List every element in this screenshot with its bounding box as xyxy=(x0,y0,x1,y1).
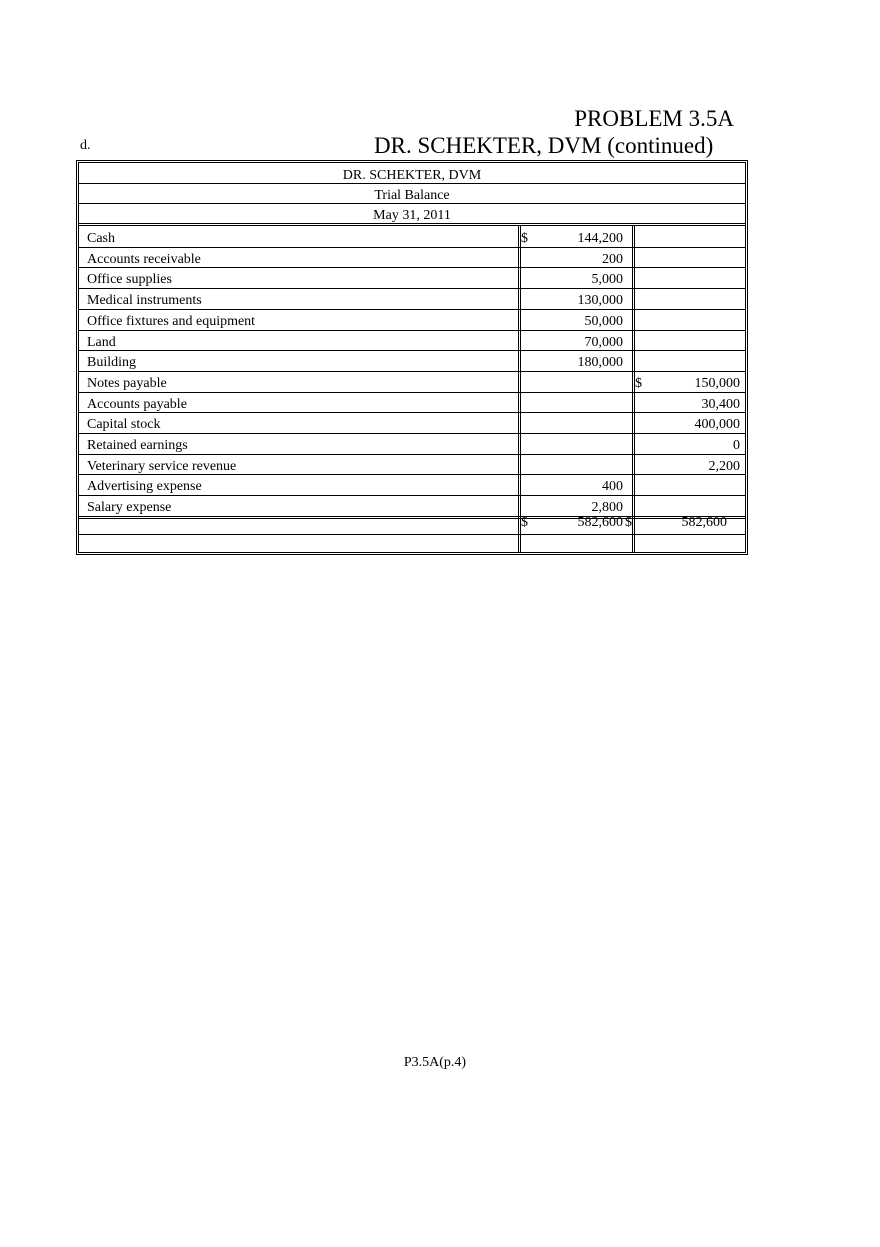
credit-amount: 400,000 xyxy=(694,417,740,433)
row-divider xyxy=(79,454,745,455)
account-name: Advertising expense xyxy=(87,479,202,495)
credit-amount: 2,200 xyxy=(708,458,740,474)
credit-amount: 0 xyxy=(733,438,740,453)
account-name: Land xyxy=(87,334,116,350)
row-divider xyxy=(79,412,745,413)
row-divider xyxy=(79,534,745,535)
statement-date: May 31, 2011 xyxy=(373,208,451,223)
account-name: Office fixtures and equipment xyxy=(87,313,256,329)
row-divider xyxy=(79,474,745,475)
debit-amount: 50,000 xyxy=(584,313,623,329)
header-divider xyxy=(79,203,745,204)
total-debit: 582,600 xyxy=(577,515,623,530)
debit-amount: 400 xyxy=(602,479,623,495)
debit-amount: 144,200 xyxy=(577,231,623,246)
row-divider xyxy=(79,247,745,248)
row-divider xyxy=(79,350,745,351)
debit-dollar-sign: $ xyxy=(521,231,528,246)
account-name: Accounts receivable xyxy=(87,251,201,267)
account-name: Retained earnings xyxy=(87,438,188,453)
row-divider xyxy=(79,433,745,434)
row-divider xyxy=(79,495,745,496)
row-divider xyxy=(79,392,745,393)
part-label: d. xyxy=(80,138,91,153)
debit-amount: 70,000 xyxy=(584,334,623,350)
debit-amount: 200 xyxy=(602,251,623,267)
account-name: Accounts payable xyxy=(87,396,187,412)
column-divider xyxy=(518,225,521,552)
account-name: Office supplies xyxy=(87,272,172,288)
row-divider xyxy=(79,330,745,331)
total-credit-dollar-sign: $ xyxy=(625,515,632,530)
header-divider xyxy=(79,223,745,226)
page-footer: P3.5A(p.4) xyxy=(403,1055,467,1070)
credit-amount: 30,400 xyxy=(701,396,740,412)
credit-dollar-sign: $ xyxy=(635,375,642,391)
account-name: Veterinary service revenue xyxy=(87,458,237,474)
account-name: Building xyxy=(87,355,137,371)
account-name: Cash xyxy=(87,231,115,246)
debit-amount: 2,800 xyxy=(591,500,623,516)
total-debit-dollar-sign: $ xyxy=(521,515,528,530)
account-name: Salary expense xyxy=(87,500,172,516)
statement-title: Trial Balance xyxy=(374,188,450,203)
row-divider xyxy=(79,267,745,268)
trial-balance-table xyxy=(76,160,748,555)
total-credit: 582,600 xyxy=(681,515,727,530)
debit-amount: 180,000 xyxy=(577,355,623,371)
row-divider xyxy=(79,288,745,289)
account-name: Capital stock xyxy=(87,417,161,433)
header-divider xyxy=(79,183,745,184)
account-name: Notes payable xyxy=(87,375,167,391)
debit-amount: 5,000 xyxy=(591,272,623,288)
row-divider xyxy=(79,371,745,372)
debit-amount: 130,000 xyxy=(577,293,623,309)
company-heading: DR. SCHEKTER, DVM (continued) xyxy=(374,133,714,158)
row-divider xyxy=(79,309,745,310)
problem-title: PROBLEM 3.5A xyxy=(574,106,734,131)
credit-amount: 150,000 xyxy=(694,375,740,391)
statement-company: DR. SCHEKTER, DVM xyxy=(342,168,482,183)
account-name: Medical instruments xyxy=(87,293,202,309)
